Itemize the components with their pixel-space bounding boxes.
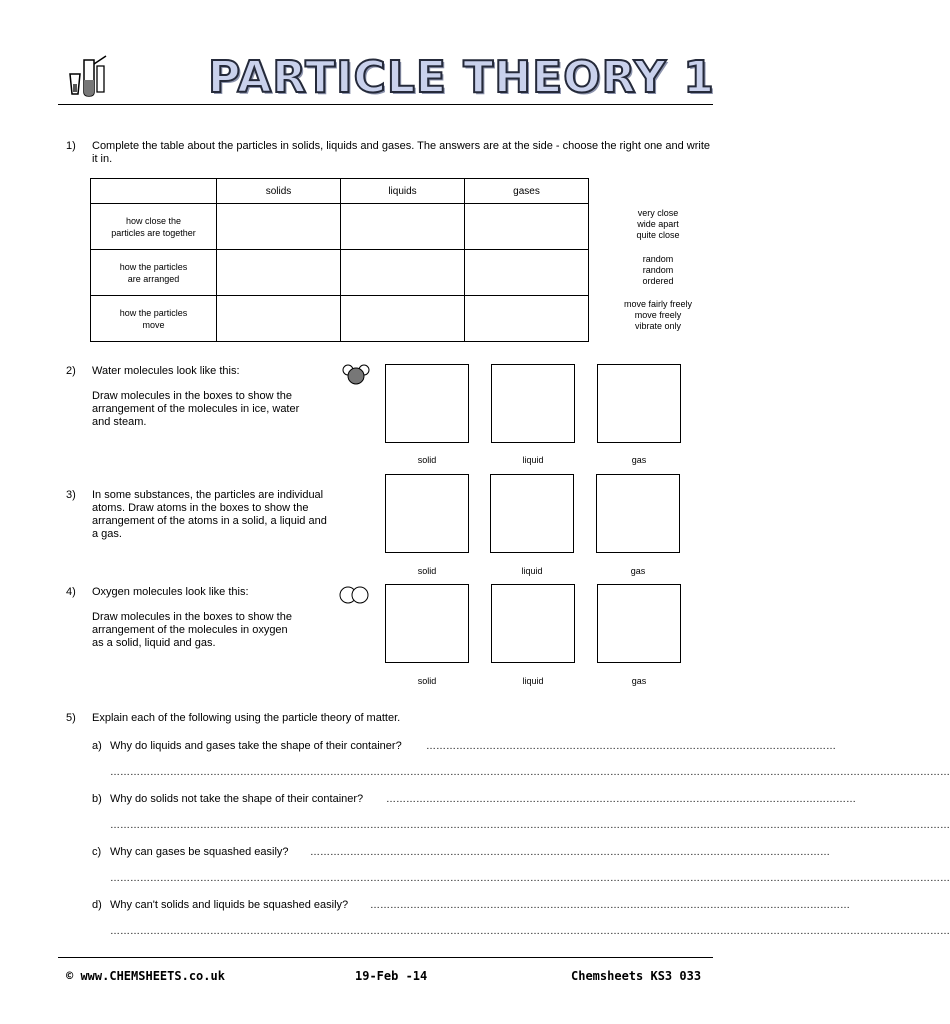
oxygen-gas-box[interactable] (597, 584, 681, 663)
q2-body: Draw molecules in the boxes to show the arrangement of the molecules in ice, water and steam. (92, 390, 300, 428)
atoms-liquid-label: liquid (521, 566, 543, 576)
q5c-answer-line-1[interactable]: ………………………………………………………………………………………………………………………………………… (310, 847, 830, 858)
answer-cell-solids-movement[interactable] (217, 296, 341, 342)
answer-cell-gases-movement[interactable] (465, 296, 589, 342)
q5d-answer-line-2[interactable]: ……………………………………………………………………………………………………………………………………………………………………………………………………………………………… (110, 926, 950, 937)
atoms-gas-box[interactable] (596, 474, 680, 553)
answer-options-arrangement: random random ordered (642, 254, 674, 286)
footer-date: 19-Feb -14 (355, 969, 428, 983)
oxygen-molecule-icon (338, 585, 372, 610)
row-label-movement: how the particles move (91, 296, 217, 342)
atoms-liquid-box[interactable] (490, 474, 574, 553)
q5a-letter: a) (92, 740, 102, 752)
q5c-letter: c) (92, 846, 102, 858)
answer-cell-liquids-arrangement[interactable] (341, 250, 465, 296)
footer-sheet-code: Chemsheets KS3 033 (571, 969, 702, 983)
q4-body: Draw molecules in the boxes to show the arrangement of the molecules in oxygen as a solid, liquid and gas. (92, 611, 292, 649)
q5-text: Explain each of the following using the particle theory of matter. (92, 712, 401, 724)
footer-rule (58, 957, 713, 958)
row-label-arrangement: how the particles are arranged (91, 250, 217, 296)
table-corner-cell (91, 179, 217, 204)
q2-lead: Water molecules look like this: (92, 365, 240, 377)
q5d-letter: d) (92, 899, 102, 911)
atoms-solid-label: solid (417, 566, 437, 576)
answer-cell-liquids-closeness[interactable] (341, 204, 465, 250)
water-solid-label: solid (417, 455, 437, 465)
water-liquid-box[interactable] (491, 364, 575, 443)
oxygen-solid-label: solid (417, 676, 437, 686)
water-gas-box[interactable] (597, 364, 681, 443)
answer-cell-liquids-movement[interactable] (341, 296, 465, 342)
q5b-answer-line-1[interactable]: …………………………………………………………………………………………………………………………… (386, 794, 856, 805)
water-liquid-label: liquid (522, 455, 544, 465)
q4-lead: Oxygen molecules look like this: (92, 586, 249, 598)
q4-number: 4) (66, 586, 76, 598)
q5-number: 5) (66, 712, 76, 724)
answer-options-closeness: very close wide apart quite close (636, 208, 680, 240)
q5b-answer-line-2[interactable]: ……………………………………………………………………………………………………………………………………………………………………………………………………………………………… (110, 820, 950, 831)
footer-copyright: © www.CHEMSHEETS.co.uk (66, 969, 225, 983)
page-title: PARTICLE THEORY 1 (208, 52, 715, 103)
answer-options-movement: move fairly freely move freely vibrate only (623, 299, 693, 331)
column-header-gases: gases (465, 179, 589, 204)
answer-cell-solids-closeness[interactable] (217, 204, 341, 250)
atoms-solid-box[interactable] (385, 474, 469, 553)
answer-cell-solids-arrangement[interactable] (217, 250, 341, 296)
water-molecule-icon (340, 363, 374, 392)
particles-table (90, 178, 589, 342)
column-header-liquids: liquids (341, 179, 465, 204)
row-label-closeness: how close the particles are together (91, 204, 217, 250)
q5c-question: Why can gases be squashed easily? (110, 846, 289, 858)
answer-cell-gases-arrangement[interactable] (465, 250, 589, 296)
q5a-answer-line-2[interactable]: ……………………………………………………………………………………………………………………………………………………………………………………………………………………………… (110, 767, 950, 778)
q3-body: In some substances, the particles are individual atoms. Draw atoms in the boxes to show the arrangement of the atoms in a solid, a liquid and a gas. (92, 489, 327, 540)
q5c-answer-line-2[interactable]: ……………………………………………………………………………………………………………………………………………………………………………………………………………………………… (110, 873, 950, 884)
q3-number: 3) (66, 489, 76, 501)
answer-cell-gases-closeness[interactable] (465, 204, 589, 250)
q5d-answer-line-1[interactable]: ……………………………………………………………………………………………………………………………… (370, 900, 850, 911)
oxygen-liquid-box[interactable] (491, 584, 575, 663)
q5b-letter: b) (92, 793, 102, 805)
q5a-answer-line-1[interactable]: …………………………………………………………………………………………………………… (426, 741, 836, 752)
q1-text: Complete the table about the particles in solids, liquids and gases. The answers are at the side - choose the right one and write it in. (92, 140, 710, 165)
q5b-question: Why do solids not take the shape of their container? (110, 793, 364, 805)
water-gas-label: gas (631, 455, 647, 465)
oxygen-solid-box[interactable] (385, 584, 469, 663)
atoms-gas-label: gas (630, 566, 646, 576)
column-header-solids: solids (217, 179, 341, 204)
water-solid-box[interactable] (385, 364, 469, 443)
lab-glassware-icon (66, 52, 110, 103)
oxygen-gas-label: gas (631, 676, 647, 686)
header-rule (58, 104, 713, 105)
q5d-question: Why can't solids and liquids be squashed easily? (110, 899, 349, 911)
q5a-question: Why do liquids and gases take the shape of their container? (110, 740, 402, 752)
q1-number: 1) (66, 140, 76, 152)
q2-number: 2) (66, 365, 76, 377)
oxygen-liquid-label: liquid (522, 676, 544, 686)
